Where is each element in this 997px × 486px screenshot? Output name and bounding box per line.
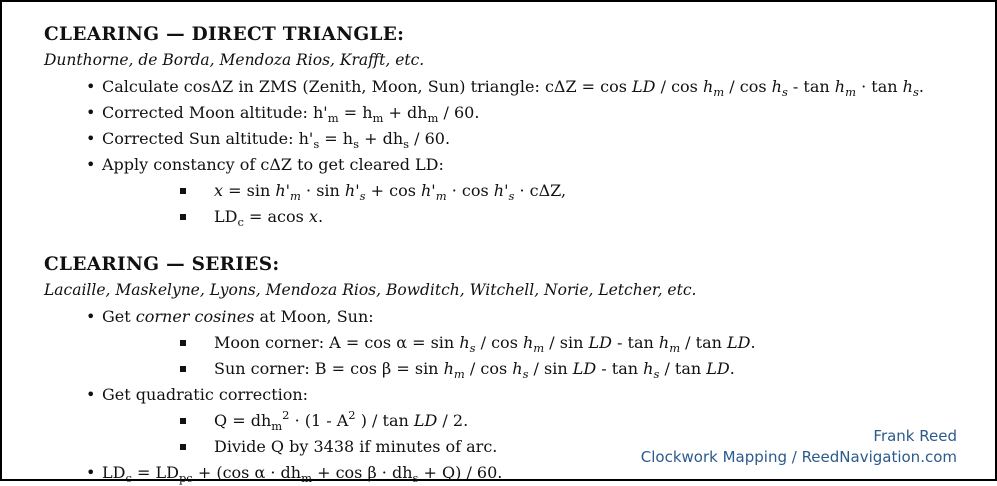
credit-block <box>641 426 957 468</box>
step-calculate-cosdz: • Calculate cosΔZ in ZMS (Zenith, Moon, Sun) triangle: cΔZ = cos LD / $\cos h_m / \cos h_s - \tan h_m \cdot \tan h_s$. <box>44 74 964 100</box>
formula-ldc-acos: $LD_c = acos$ x. <box>158 204 964 230</box>
step-quadratic-correction: • Get quadratic correction: $Q = dh_m^2 \cdot (1 - A^2$ ) / tan LD / 2. Divide Q by 3438 if minutes of arc. <box>44 382 964 460</box>
formula-q: $Q = dh_m^2 \cdot (1 - A^2$ ) / tan LD / 2. <box>158 408 964 434</box>
step-corner-cosines: • Get corner cosines at Moon, Sun: Moon corner: $A = \cos \alpha = \sin h_s / \cos h_m / \sin$ LD - $\tan h_m$ / tan LD. Sun corner: $B = \cos \beta = \sin h_m / \cos h_s / \sin$ LD - $\tan h_s$ / tan LD. <box>44 304 964 382</box>
section-series-authors: Lacaille, Maskelyne, Lyons, Mendoza Rios, Bowditch, Witchell, Norie, Letcher, etc. <box>44 281 697 299</box>
formula-ldc-series: • $LD_c = LD_{pc} + (\cos$ $\alpha \cdot dh_m + \cos \beta \cdot dh_s + Q) / 60$. <box>44 460 964 486</box>
note-divide-q: Divide Q by 3438 if minutes of arc. <box>158 434 964 460</box>
credit-author: Frank Reed <box>873 427 957 445</box>
step-corrected-moon-altitude: • Corrected Moon altitude: $h'_m = h_m + dh_m / 60$. <box>44 100 964 126</box>
document-content <box>44 19 964 486</box>
corner-cosine-substeps <box>102 330 964 382</box>
formula-sun-corner: Sun corner: $B = \cos \beta = \sin h_m / \cos h_s / \sin$ LD - $\tan h_s$ / tan LD. <box>158 356 964 382</box>
constancy-substeps <box>102 178 964 230</box>
direct-triangle-steps <box>44 74 964 230</box>
section-direct-triangle-authors: Dunthorne, de Borda, Mendoza Rios, Krafft, etc. <box>44 51 425 69</box>
section-direct-triangle-title: CLEARING — DIRECT TRIANGLE: <box>44 24 405 45</box>
step-apply-constancy: • Apply constancy of cΔZ to get cleared LD: $x = \sin h'_m \cdot \sin h'_s + \cos h'_m \cdot \cos h'_s \cdot c\Delta Z$, $LD_c = acos$ x. <box>44 152 964 230</box>
section-series-title: CLEARING — SERIES: <box>44 254 280 275</box>
formula-x: $x = \sin h'_m \cdot \sin h'_s + \cos h'_m \cdot \cos h'_s \cdot c\Delta Z$, <box>158 178 964 204</box>
formula-moon-corner: Moon corner: $A = \cos \alpha = \sin h_s / \cos h_m / \sin$ LD - $\tan h_m$ / tan LD. <box>158 330 964 356</box>
credit-site: Clockwork Mapping / ReedNavigation.com <box>640 448 957 466</box>
step-corrected-sun-altitude: • Corrected Sun altitude: $h'_s = h_s + dh_s / 60$. <box>44 126 964 152</box>
